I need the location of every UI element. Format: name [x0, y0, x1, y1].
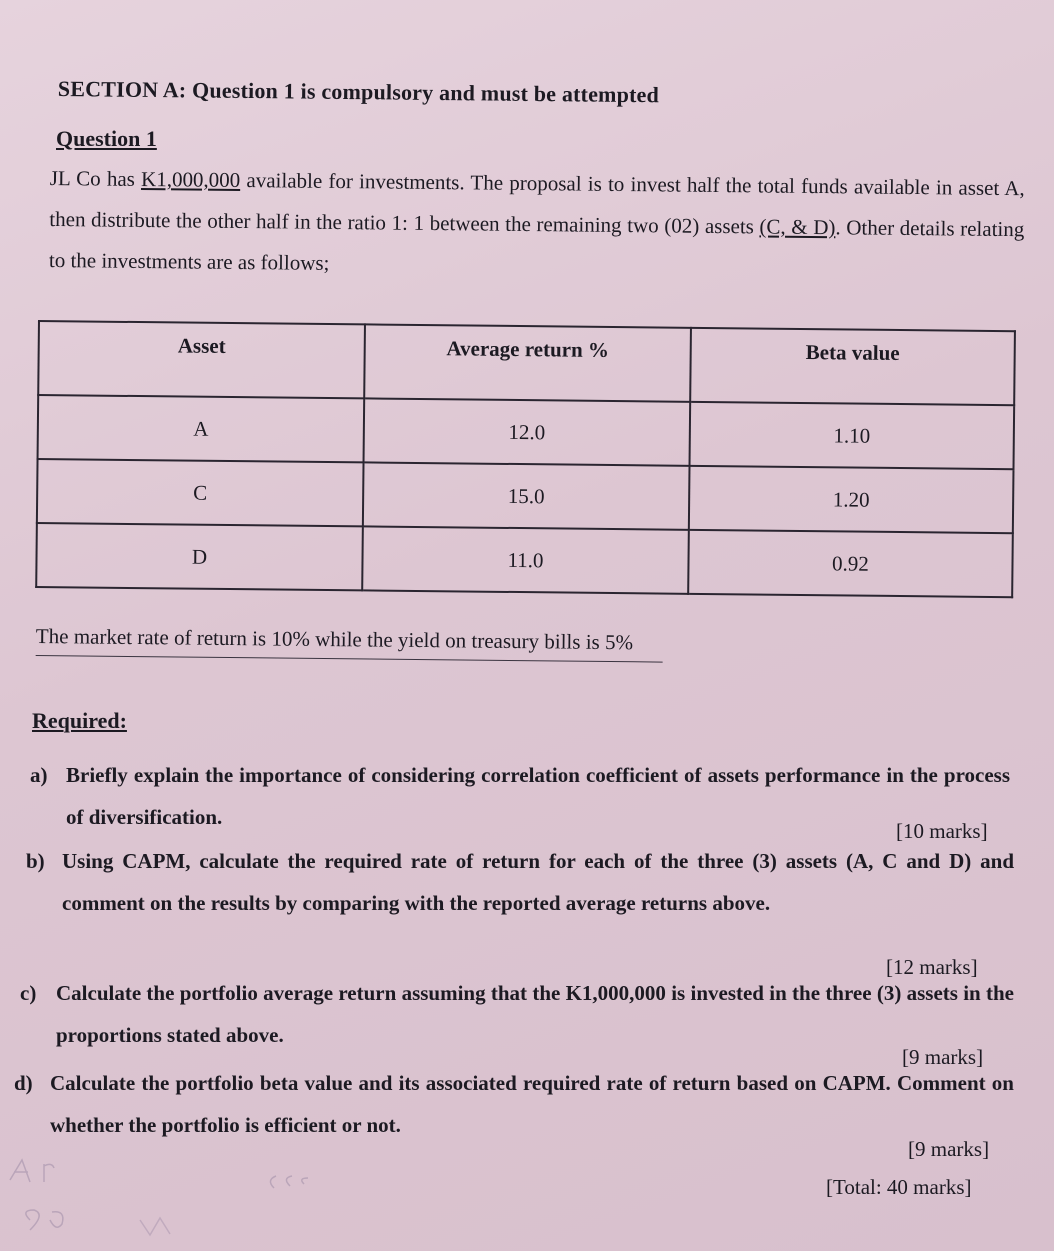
question-b-marks: [12 marks]	[886, 955, 978, 979]
question-c-text: Calculate the portfolio average return assuming that the K1,000,000 is invested in the three (3) assets in the proportions stated above.	[56, 981, 1014, 1047]
intro-part-3: . Other details relating to the investments are as follows;	[48, 215, 1025, 275]
cell-return: 12.0	[364, 398, 691, 465]
table-row	[36, 523, 1013, 597]
question-a-text: Briefly explain the importance of considering correlation coefficient of assets performance in the process of diversification.	[66, 763, 1010, 829]
question-a-marks: [10 marks]	[896, 819, 988, 843]
cell-asset: C	[37, 459, 364, 526]
question-c-marks: [9 marks]	[902, 1045, 984, 1069]
assets-table	[35, 320, 1016, 598]
question-d-text: Calculate the portfolio beta value and its associated required rate of return based on CAPM. Comment on whether the portfolio is efficient or not.	[50, 1071, 1014, 1137]
intro-amount: K1,000,000	[140, 166, 241, 192]
cell-asset: A	[38, 395, 365, 462]
question-b-text: Using CAPM, calculate the required rate of return for each of the three (3) assets (A, C and D) and comment on the results by comparing with the reported average returns above.	[62, 849, 1014, 915]
question-c-label: c)	[20, 981, 37, 1005]
question-d-label: d)	[14, 1071, 33, 1095]
question-a-label: a)	[30, 763, 48, 787]
question-b-label: b)	[26, 849, 45, 873]
table-row	[38, 395, 1015, 469]
pencil-scribble-icon	[0, 1150, 220, 1240]
cell-asset: D	[36, 523, 363, 590]
question-intro	[49, 158, 1025, 291]
question-d-marks: [9 marks]	[908, 1137, 990, 1161]
cell-beta: 1.10	[690, 402, 1015, 469]
header-asset: Asset	[38, 321, 365, 398]
cell-beta: 1.20	[689, 466, 1014, 533]
market-rate-note: The market rate of return is 10% while the yield on treasury bills is 5%	[36, 624, 663, 663]
cell-return: 15.0	[363, 462, 690, 529]
header-beta-value: Beta value	[690, 328, 1015, 405]
cell-return: 11.0	[362, 526, 689, 593]
total-marks: [Total: 40 marks]	[826, 1175, 972, 1199]
required-label: Required:	[32, 708, 127, 733]
intro-assets-ref: (C, & D)	[759, 214, 836, 240]
section-heading: SECTION A: Question 1 is compulsory and must be attempted	[57, 76, 660, 108]
question-title: Question 1	[56, 126, 157, 151]
table-header-row	[38, 321, 1015, 405]
pencil-mark-icon	[260, 1170, 320, 1200]
header-average-return: Average return %	[364, 324, 691, 401]
intro-part-2: available for investments. The proposal is to invest half the total funds available in asset A, then distribute the other half in the ratio 1: 1 between the remaining two (02) assets	[49, 167, 1025, 239]
intro-part-1: JL Co has	[49, 165, 142, 191]
table-row	[37, 459, 1014, 533]
cell-beta: 0.92	[688, 530, 1013, 597]
